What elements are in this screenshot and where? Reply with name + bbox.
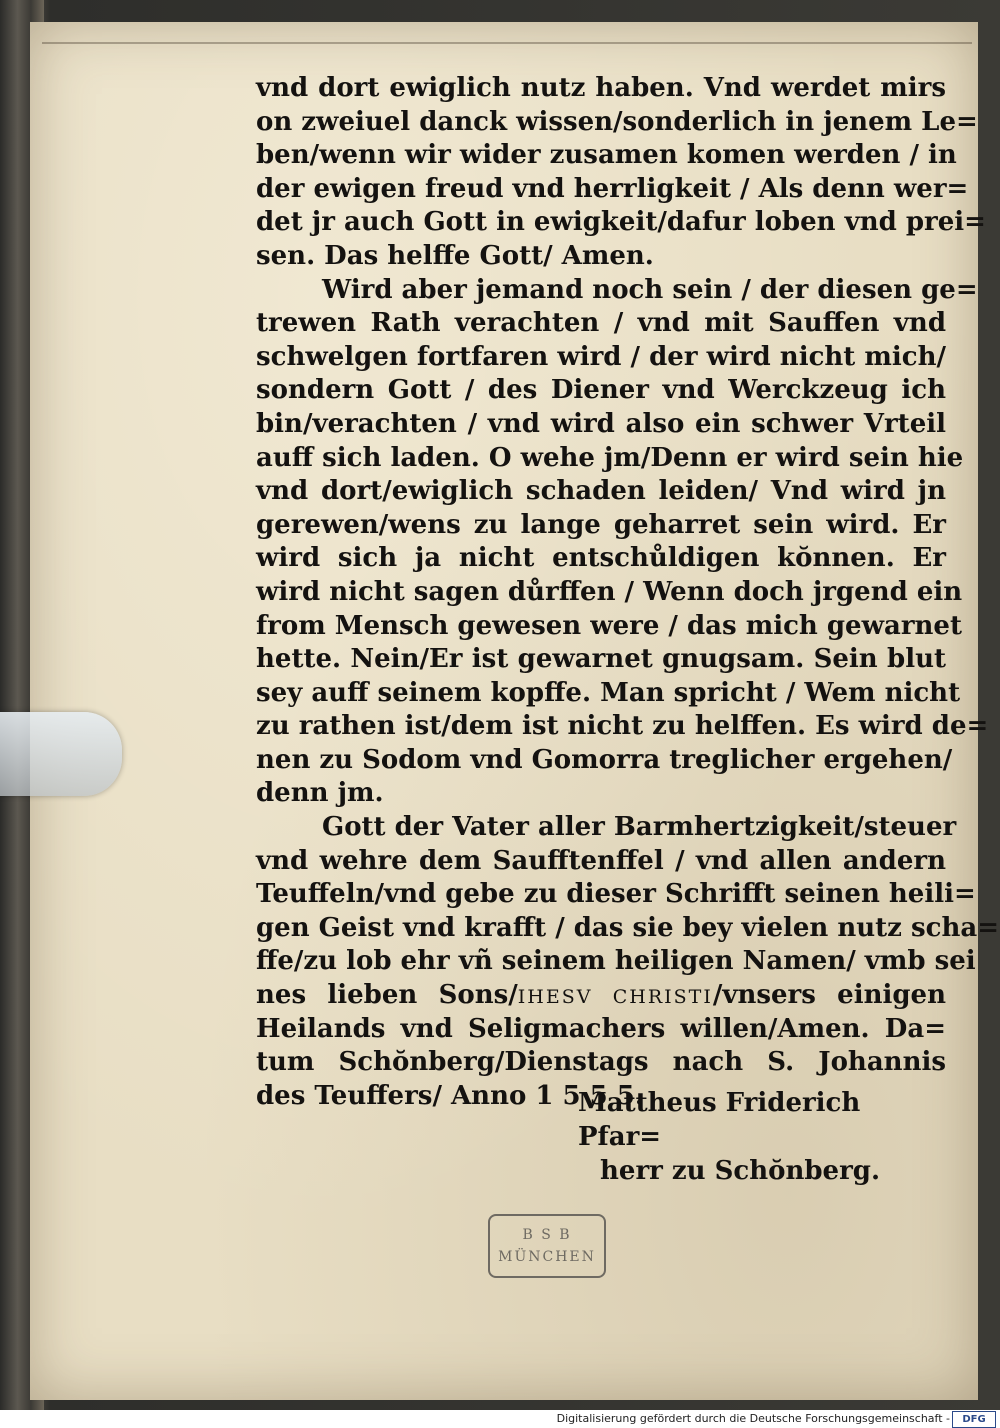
text-line: wird sich ja nicht entschůldigen kŏnnen. Er	[256, 543, 946, 574]
text-line: vnd dort/ewiglich schaden leiden/ Vnd wird jn	[256, 476, 946, 507]
text-line: ben/wenn wir wider zusamen komen werden / in	[256, 140, 957, 171]
stamp-line: MÜNCHEN	[498, 1249, 596, 1265]
body-text	[256, 72, 999, 1113]
text-line: schwelgen fortfaren wird / der wird nicht mich/	[256, 341, 946, 372]
text-line: auff sich laden. O wehe jm/Denn er wird sein hie	[256, 442, 964, 473]
stamp-line: B S B	[522, 1227, 572, 1243]
text-line: vnd wehre dem Saufftenffel / vnd allen andern	[256, 845, 946, 876]
signature-block	[578, 1086, 938, 1188]
text-line: ffe/zu lob ehr vñ seinem heiligen Namen/ vmb sei	[256, 946, 976, 977]
text-line: sey auff seinem kopffe. Man spricht / Wem nicht	[256, 677, 961, 708]
text-line	[256, 979, 946, 1013]
text-line: det jr auch Gott in ewigkeit/dafur loben vnd prei=	[256, 207, 986, 238]
text-line: Teuffeln/vnd gebe zu dieser Schrifft seinen heili=	[256, 879, 976, 910]
footer-credit: Digitalisierung gefördert durch die Deutsche Forschungsgemeinschaft -	[0, 1410, 1000, 1428]
text-fragment: /vnsers einigen	[712, 980, 947, 1011]
text-line: der ewigen freud vnd herrligkeit / Als denn wer=	[256, 173, 969, 204]
text-line: vnd dort ewiglich nutz haben. Vnd werdet mirs	[256, 73, 946, 103]
text-line: wird nicht sagen důrffen / Wenn doch jrgend ein	[256, 576, 963, 607]
signature-line: Mattheus Friderich Pfar=	[578, 1088, 861, 1152]
text-line: on zweiuel danck wissen/sonderlich in jenem Le=	[256, 106, 978, 137]
text-fragment: nes lieben Sons/	[256, 980, 518, 1011]
text-line: tum Schŏnberg/Dienstags nach S. Johannis	[256, 1047, 946, 1078]
dfg-logo-icon: DFG	[952, 1411, 996, 1428]
text-line: sondern Gott / des Diener vnd Werckzeug ich	[256, 375, 946, 406]
text-line: bin/verachten / vnd wird also ein schwer Vrteil	[256, 408, 946, 439]
text-line: Wird aber jemand noch sein / der diesen ge=	[322, 274, 978, 305]
text-line: Heilands vnd Seligmachers willen/Amen. Da=	[256, 1013, 946, 1044]
text-line: Gott der Vater aller Barmhertzigkeit/steuer	[322, 812, 957, 843]
text-line: denn jm.	[256, 778, 384, 809]
text-line: nen zu Sodom vnd Gomorra treglicher ergehen/	[256, 744, 953, 775]
text-line: trewen Rath verachten / vnd mit Sauffen vnd	[256, 308, 946, 339]
text-line: gerewen/wens zu lange geharret sein wird. Er	[256, 509, 946, 540]
text-line: sen. Das helffe Gott/ Amen.	[256, 240, 654, 271]
signature-line: herr zu Schŏnberg.	[600, 1156, 881, 1186]
text-line: gen Geist vnd krafft / das sie bey vielen nutz scha=	[256, 912, 999, 943]
text-line: des Teuffers/ Anno 1 5 5 5.	[256, 1080, 644, 1111]
text-line: zu rathen ist/dem ist nicht zu helffen. Es wird de=	[256, 711, 989, 742]
library-stamp	[488, 1214, 606, 1278]
page-clip	[0, 712, 122, 796]
text-line: hette. Nein/Er ist gewarnet gnugsam. Sein blut	[256, 644, 946, 675]
text-line: from Mensch gewesen were / das mich gewarnet	[256, 610, 962, 641]
small-caps-name: IHESV CHRISTI	[517, 986, 713, 1009]
